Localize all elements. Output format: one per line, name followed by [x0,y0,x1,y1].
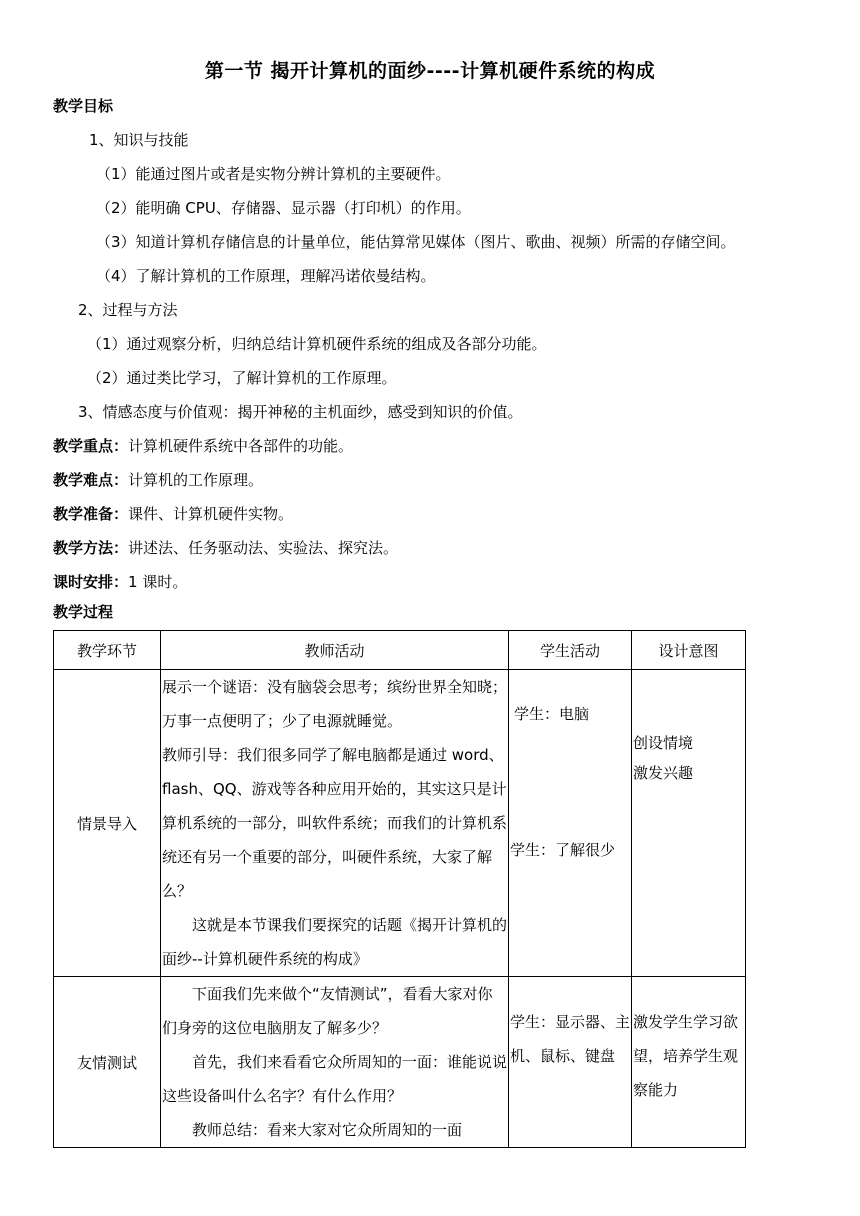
knowledge-heading: 1、知识与技能 [89,131,189,149]
header-intent: 设计意图 [632,631,746,670]
knowledge-item-3: （3）知道计算机存储信息的计量单位，能估算常见媒体（图片、歌曲、视频）所需的存储空间。 [96,233,736,251]
key-points-label: 教学重点： [53,437,129,455]
teacher-text: 展示一个谜语：没有脑袋会思考；缤纷世界全知晓；万事一点便明了；少了电源就睡觉。 [162,678,508,730]
emotion-objective: 3、情感态度与价值观：揭开神秘的主机面纱，感受到知识的价值。 [78,403,523,421]
objectives-heading: 教学目标 [53,97,114,115]
preparation-text: 课件、计算机硬件实物。 [128,505,294,523]
page-title: 第一节 揭开计算机的面纱----计算机硬件系统的构成 [204,60,656,82]
difficulty [53,470,263,490]
student-text: 学生：电脑 [514,705,590,723]
table-header-row [54,631,746,670]
header-teacher: 教师活动 [161,631,509,670]
knowledge-item-1: （1）能通过图片或者是实物分辨计算机的主要硬件。 [96,165,451,183]
teacher-cell [161,977,509,1148]
teacher-text: 教师总结：看来大家对它众所周知的一面 [192,1121,463,1139]
difficulty-label: 教学难点： [53,471,129,489]
schedule [53,572,187,592]
stage-cell: 情景导入 [54,670,161,977]
student-text: 学生：显示器、主机、鼠标、键盘 [510,1013,631,1065]
teaching-process-table [53,630,746,1148]
teacher-cell [161,670,509,977]
preparation [53,504,293,524]
header-stage: 教学环节 [54,631,161,670]
key-points [53,436,353,456]
knowledge-item-4: （4）了解计算机的工作原理，理解冯诺依曼结构。 [96,267,436,285]
intent-text: 创设情境 [633,734,694,752]
student-cell [509,977,632,1148]
process-heading: 教学过程 [53,603,114,621]
intent-text: 激发兴趣 [633,764,694,782]
methods-text: 讲述法、任务驱动法、实验法、探究法。 [128,539,399,557]
student-cell [509,670,632,977]
teacher-text: 首先，我们来看看它众所周知的一面：谁能说说这些设备叫什么名字？有什么作用？ [162,1053,508,1105]
header-student: 学生活动 [509,631,632,670]
schedule-label: 课时安排： [53,573,129,591]
intent-text: 激发学生学习欲望，培养学生观察能力 [633,1013,739,1099]
table-row [54,977,746,1148]
knowledge-item-2: （2）能明确 CPU、存储器、显示器（打印机）的作用。 [96,199,471,217]
schedule-text: 1 课时。 [128,573,188,591]
process-method-heading: 2、过程与方法 [78,301,178,319]
student-text: 学生：了解很少 [510,841,616,859]
teacher-text: 下面我们先来做个“友情测试”，看看大家对你们身旁的这位电脑朋友了解多少？ [162,985,493,1037]
intent-cell [632,977,746,1148]
stage-cell: 友情测试 [54,977,161,1148]
preparation-label: 教学准备： [53,505,129,523]
table-row [54,670,746,977]
teacher-text: 教师引导：我们很多同学了解电脑都是通过 word、flash、QQ、游戏等各种应用开始的，其实这只是计算机系统的一部分，叫软件系统；而我们的计算机系统还有另一个重要的部分，叫硬件系统，大家了解么？ [162,746,508,900]
intent-cell [632,670,746,977]
key-points-text: 计算机硬件系统中各部件的功能。 [128,437,354,455]
teacher-text: 这就是本节课我们要探究的话题《揭开计算机的面纱--计算机硬件系统的构成》 [162,916,508,968]
process-method-item-1: （1）通过观察分析，归纳总结计算机硬件系统的组成及各部分功能。 [87,335,547,353]
process-method-item-2: （2）通过类比学习，了解计算机的工作原理。 [87,369,397,387]
difficulty-text: 计算机的工作原理。 [128,471,264,489]
methods [53,538,398,558]
methods-label: 教学方法： [53,539,129,557]
